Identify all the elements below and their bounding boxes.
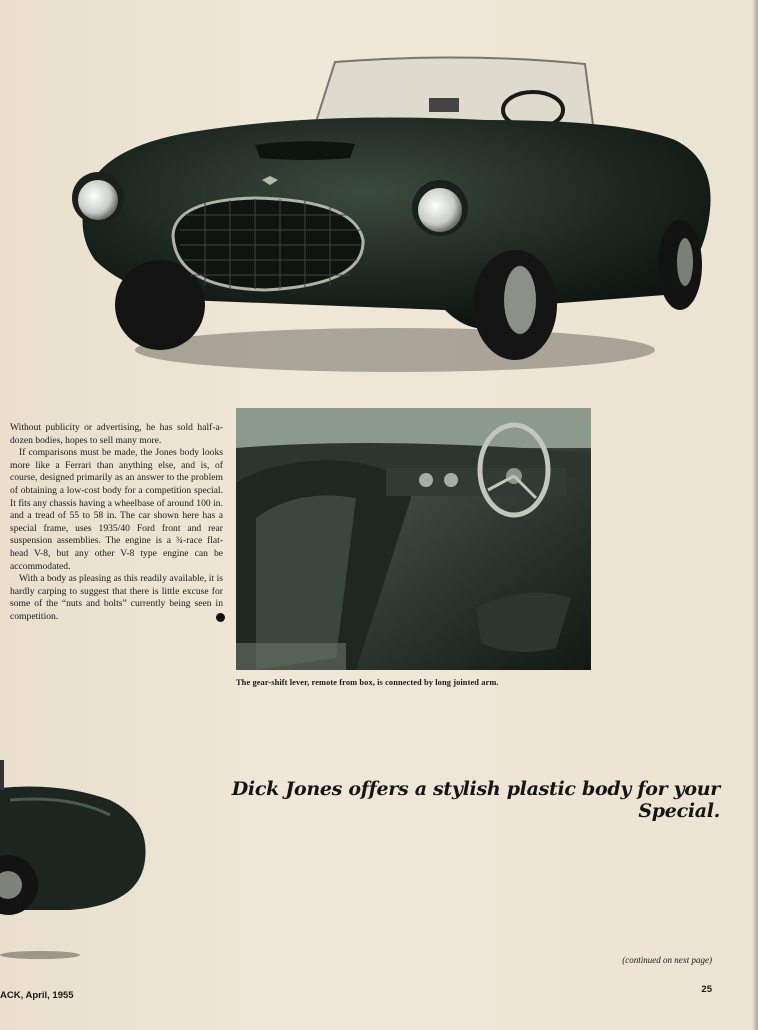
continued-note: (continued on next page)	[622, 955, 712, 965]
partial-car-photo	[0, 760, 150, 960]
paragraph-3: With a body as pleasing as this readily available, it is hardly carping to suggest that there is little excuse for some of the “nuts and bolts” currently being seen in competition.	[10, 573, 223, 622]
roadster-front-photo	[65, 50, 725, 375]
article-text-column	[10, 422, 223, 624]
article-headline: Dick Jones offers a stylish plastic body for your Special.	[231, 778, 720, 822]
page-number: 25	[701, 984, 712, 995]
end-of-article-dot-icon	[216, 613, 225, 622]
page-edge-shadow	[752, 0, 758, 1030]
paragraph-2: If comparisons must be made, the Jones body looks more like a Ferrari than anything else, and is, of course, designed primarily as an answer to the problem of obtaining a low-cost body for a competition special. It fits any chassis having a wheelbase of around 100 in. and a tread of 55 to 58 in. The car shown here has a special frame, uses 1935/40 Ford front and rear suspension assemblies. The engine is a ¾-race flat-head V-8, but any other V-8 type engine can be accommodated.	[10, 447, 223, 572]
cockpit-interior-photo	[236, 408, 591, 670]
magazine-issue-footer: ACK, April, 1955	[0, 990, 74, 1001]
paragraph-3-wrapper	[10, 573, 223, 623]
interior-photo-caption: The gear-shift lever, remote from box, is connected by long jointed arm.	[236, 678, 499, 687]
paragraph-1: Without publicity or advertising, he has sold half-a-dozen bodies, hopes to sell many more.	[10, 422, 223, 446]
